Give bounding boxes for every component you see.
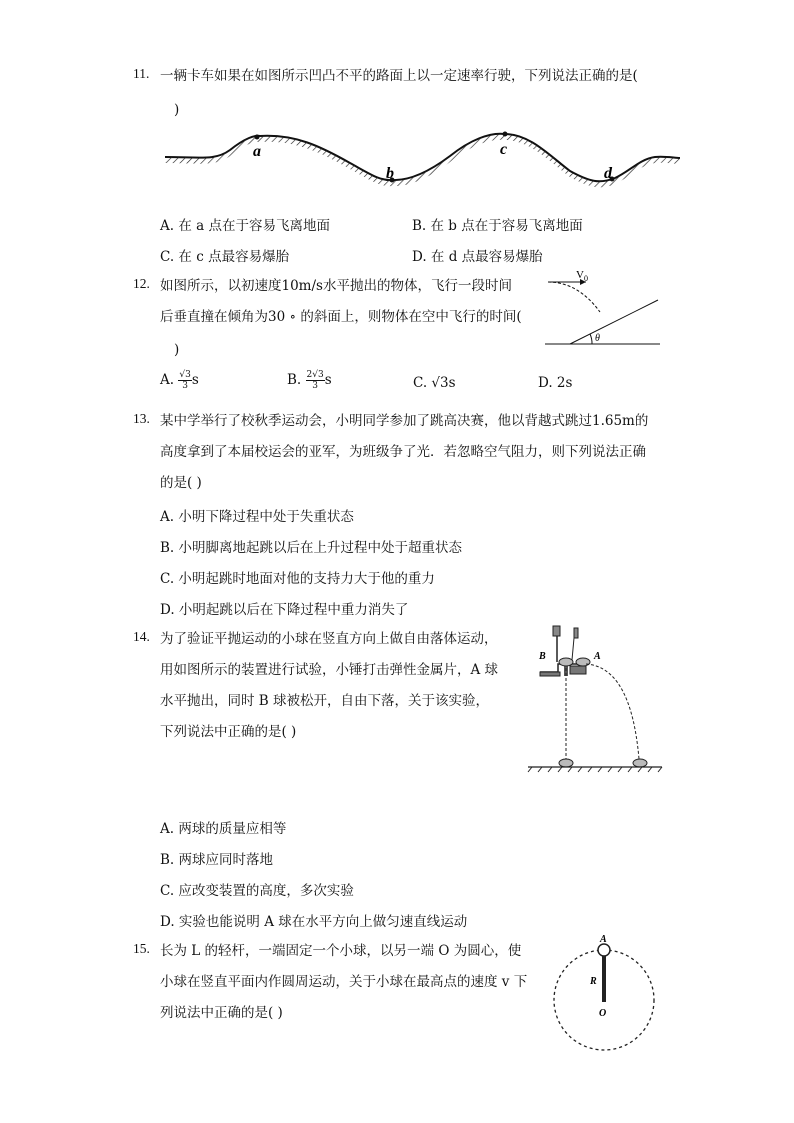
q11-option-d: D. 在 d 点最容易爆胎 [412,249,543,265]
q14-option-a: A. 两球的质量应相等 [160,821,287,837]
q12-option-b [287,370,332,391]
q14-ball-a [576,658,590,666]
q11-number: 11. [133,66,150,81]
q15-label-a: A [600,934,607,945]
q14-option-c: C. 应改变装置的高度，多次实验 [160,883,354,899]
q14-line2: 用如图所示的装置进行试验，小锤打击弹性金属片，A 球 [160,662,499,678]
q11-option-c: C. 在 c 点最容易爆胎 [160,249,290,265]
q13-line3: 的是( ) [160,475,202,491]
q14-ball-a-landed [633,759,647,767]
q15-label-o: O [599,1008,607,1019]
q14-apparatus-figure [526,622,666,774]
q14-option-b: B. 两球应同时落地 [160,852,274,868]
q11-close-paren: ) [174,102,180,118]
q12-close-paren: ) [174,342,180,358]
q12-option-b-numerator: 2√3 [306,370,324,380]
q12-option-a-denominator: 3 [182,381,188,391]
q12-v0-label: $V_0$ [576,269,588,283]
q12-option-a-unit: s [191,372,199,388]
q12-line1: 如图所示，以初速度10m/s水平抛出的物体，飞行一段时间 [160,278,512,294]
q12-option-a-fraction [178,370,191,391]
q11-label-d: d [604,165,612,182]
q14-label-a: A [594,651,601,662]
q11-label-b: b [386,165,394,182]
q12-option-d: D. 2s [538,375,573,391]
q11-label-a: a [253,143,261,160]
q14-label-b: B [539,651,546,662]
q13-option-a: A. 小明下降过程中处于失重状态 [160,509,354,525]
q13-line1: 某中学举行了校秋季运动会，小明同学参加了跳高决赛，他以背越式跳过1.65m的 [160,413,649,429]
q11-road-figure [160,126,685,196]
q12-option-a-numerator: √3 [179,370,191,380]
q13-option-d: D. 小明起跳以后在下降过程中重力消失了 [160,602,409,618]
q12-option-a-prefix: A. [160,372,175,388]
q15-line1: 长为 L 的轻杆，一端固定一个小球，以另一端 O 为圆心，使 [160,943,522,959]
q14-number: 14. [133,629,150,644]
q11-option-a: A. 在 a 点在于容易飞离地面 [160,218,330,234]
q12-option-b-unit: s [324,372,332,388]
q13-line2: 高度拿到了本届校运会的亚军，为班级争了光．若忽略空气阻力，则下列说法正确 [160,444,646,460]
q11-option-b: B. 在 b 点在于容易飞离地面 [412,218,583,234]
q14-line1: 为了验证平抛运动的小球在竖直方向上做自由落体运动， [160,631,498,647]
q15-ball [598,944,610,956]
q15-line2: 小球在竖直平面内作圆周运动，关于小球在最高点的速度 v 下 [160,974,528,990]
q15-number: 15. [133,941,150,956]
q13-number: 13. [133,411,150,426]
q15-circle-figure [548,932,660,1056]
q15-label-r: R [590,976,597,987]
q14-ball-b-landed [559,759,573,767]
q13-option-c: C. 小明起跳时地面对他的支持力大于他的重力 [160,571,435,587]
q12-number: 12. [133,276,150,291]
q12-option-b-prefix: B. [287,372,302,388]
q12-option-b-fraction [306,370,325,391]
q11-stem: 一辆卡车如果在如图所示凹凸不平的路面上以一定速率行驶，下列说法正确的是( [160,68,638,84]
q14-line4: 下列说法中正确的是( ) [160,724,297,740]
q11-label-c: c [500,141,508,158]
q11-point-a [255,135,260,140]
q14-ball-b [559,658,573,666]
q11-point-c [503,132,508,137]
q12-option-c: C. √3s [413,375,456,391]
q12-incline-figure [540,268,665,350]
q12-line2: 后垂直撞在倾角为30 ∘ 的斜面上，则物体在空中飞行的时间( [160,309,522,325]
q14-option-d: D. 实验也能说明 A 球在水平方向上做匀速直线运动 [160,914,468,930]
q12-theta-label: θ [595,333,600,344]
q13-option-b: B. 小明脚离地起跳以后在上升过程中处于超重状态 [160,540,463,556]
q14-line3: 水平抛出，同时 B 球被松开，自由下落，关于该实验， [160,693,490,709]
q12-option-b-denominator: 3 [312,381,318,391]
q15-line3: 列说法中正确的是( ) [160,1005,283,1021]
q12-option-a [160,370,199,391]
